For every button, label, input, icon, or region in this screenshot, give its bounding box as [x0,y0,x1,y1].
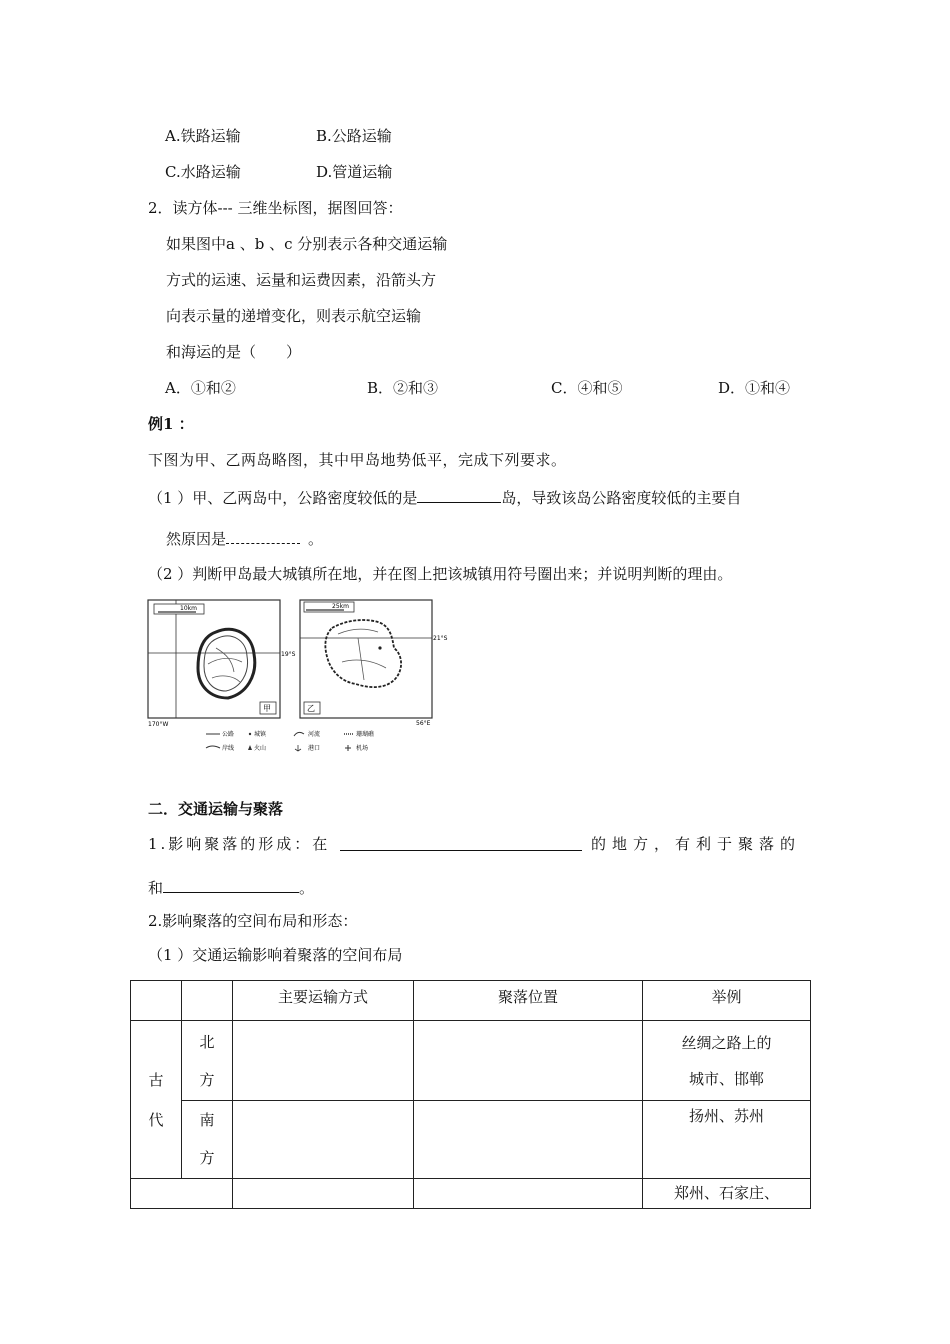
map-jia [148,600,296,728]
era-ancient-char-1: 古 [148,1070,164,1089]
map-label-yi: 乙 [307,704,315,713]
region-north-char-1: 北 [199,1033,215,1051]
header-settlement-location-text: 聚落位置 [497,988,558,1006]
part-1-text-b: 岛，导致该岛公路密度较低的主要自 [501,489,742,507]
era-ancient-char-2: 代 [148,1110,164,1129]
legend-port: 港口 [308,745,321,752]
modern-location-cell[interactable] [414,1179,643,1209]
north-location-cell[interactable] [414,1021,643,1101]
q2-line-2: 方式的运速、运量和运费因素，沿箭头方 [166,271,437,289]
region-south-char-2: 方 [199,1149,215,1167]
example-part-1 [148,486,741,508]
region-south-char-1: 南 [199,1111,215,1129]
q2-option-c: C．④和⑤ [551,379,623,397]
section-2-q2: 2.影响聚落的空间布局和形态： [148,912,358,930]
header-transport-mode-text: 主要运输方式 [277,988,368,1006]
south-example-cell [643,1101,811,1179]
north-example-cell [643,1021,811,1101]
map-label-jia: 甲 [263,704,271,713]
island-maps-figure [146,598,451,760]
scale-label-jia: 10km [180,605,197,612]
header-cell-empty-2 [182,981,233,1021]
example-part-1-cont [166,527,323,549]
section-2-q1-text-a: 1.影响聚落的形成：在 [148,835,331,853]
header-cell-empty-1 [131,981,182,1021]
example-title: 例1 ： [148,415,194,433]
legend-coast: 岸线 [222,745,235,752]
south-location-cell[interactable] [414,1101,643,1179]
section-2-q1-cont [148,876,314,898]
answer-blank-development[interactable] [163,876,299,893]
legend-volcano: 火山 [254,745,267,752]
q1-option-b: B.公路运输 [316,127,392,145]
q2-line-1: 如果图中a 、b 、c 分别表示各种交通运输 [166,235,448,253]
legend-road: 公路 [222,731,235,738]
north-example-line-2: 城市、邯郸 [688,1070,764,1088]
north-transport-cell[interactable] [233,1021,414,1101]
q2-option-b: B．②和③ [367,379,439,397]
scale-label-yi: 25km [332,603,349,610]
south-example-text: 扬州、苏州 [688,1107,764,1125]
section-2-title: 二．交通运输与聚落 [148,800,284,818]
q1-option-a: A.铁路运输 [165,127,241,145]
answer-blank-island[interactable] [417,486,501,503]
region-north-cell [182,1021,233,1101]
table-row-modern [131,1179,811,1209]
q2-line-3: 向表示量的递增变化，则表示航空运输 [166,307,422,325]
lon-label-jia: 170°W [148,721,169,728]
header-example-text: 举例 [711,988,742,1006]
section-2-q1-text-d: 。 [299,879,315,897]
lon-label-yi: 56°E [416,720,431,727]
legend-town: 城镇 [254,731,267,738]
q2-option-a: A．①和② [165,379,236,397]
modern-era-cell [131,1179,233,1209]
era-ancient-cell [131,1021,182,1179]
table-row-south [131,1101,811,1179]
part-1-text-a: （1 ）甲、乙两岛中，公路密度较低的是 [148,489,418,507]
map-yi [300,600,448,727]
table-header-row [131,981,811,1021]
example-intro: 下图为甲、乙两岛略图，其中甲岛地势低平，完成下列要求。 [148,451,567,469]
example-part-2: （2 ）判断甲岛最大城镇所在地，并在图上把该城镇用符号圈出来；并说明判断的理由。 [148,565,733,583]
island-maps-svg [146,598,451,760]
part-1-text-c: 然原因是 [166,530,227,548]
lat-label-yi: 21°S [433,635,448,642]
section-2-q1-text-c: 和 [148,879,164,897]
modern-transport-cell[interactable] [233,1179,414,1209]
legend-river: 河流 [308,731,321,738]
legend-airport: 机场 [356,745,369,752]
q2-stem: 2．读方体--- 三维坐标图，据图回答： [148,199,403,217]
legend-reef: 珊瑚礁 [356,731,375,738]
region-north-char-2: 方 [199,1071,215,1089]
answer-blank-reason[interactable] [226,527,300,544]
region-south-cell [182,1101,233,1179]
header-transport-mode [233,981,414,1021]
q1-option-c: C.水路运输 [165,163,241,181]
q2-option-d: D．①和④ [718,379,791,397]
table-row-north [131,1021,811,1101]
answer-blank-formation[interactable] [340,834,582,851]
settlement-table [130,980,811,1209]
modern-example-cell [643,1179,811,1209]
map-legend [206,730,375,752]
part-1-text-d: 。 [308,530,324,548]
north-example-line-1: 丝绸之路上的 [681,1034,772,1052]
q2-line-4: 和海运的是（ ） [166,343,302,361]
header-example [643,981,811,1021]
south-transport-cell[interactable] [233,1101,414,1179]
q1-option-d: D.管道运输 [316,163,393,181]
section-2-q1-text-b: 的地方，有利于聚落的 [590,835,801,853]
modern-example-text: 郑州、石家庄、 [673,1184,779,1202]
lat-label-jia: 19°S [281,651,296,658]
header-settlement-location [414,981,643,1021]
section-2-q1 [148,834,801,854]
section-2-q2-1: （1 ）交通运输影响着聚落的空间布局 [148,946,403,964]
